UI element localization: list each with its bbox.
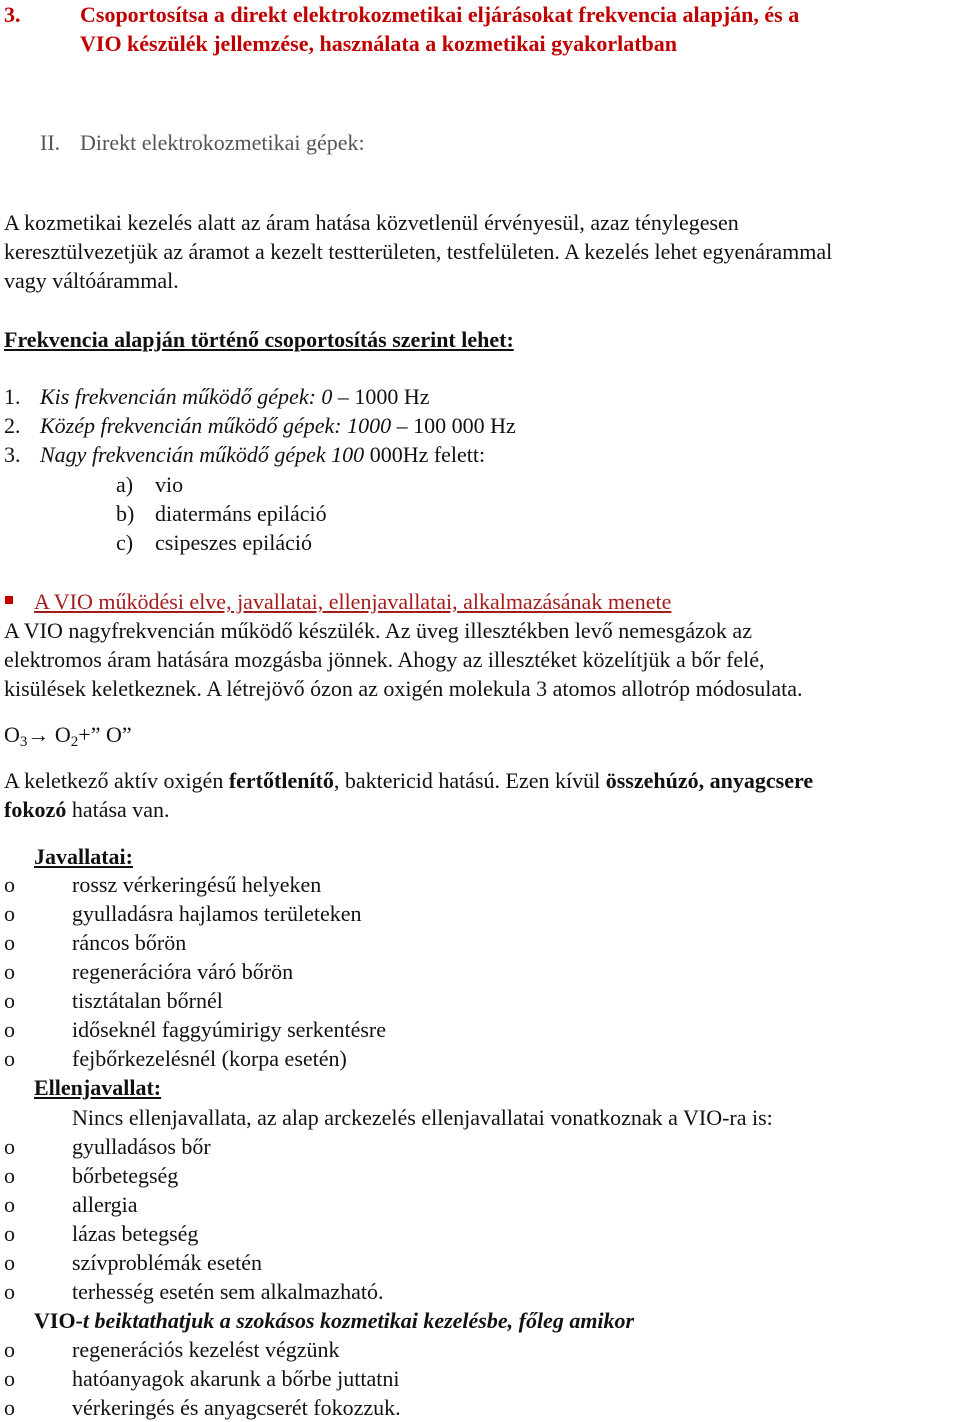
vio-effect-line-1 [4, 770, 813, 792]
freq-item-num: 3. [4, 442, 21, 467]
effect-bold: fokozó [4, 797, 67, 822]
freq-item-label: Közép frekvencián működő gépek: 1000 [40, 413, 392, 438]
freq-item-range: – 1000 Hz [337, 384, 430, 409]
freq-sub-letter: c) [116, 530, 134, 555]
freq-sub-letter: a) [116, 472, 134, 497]
vio-title: A VIO működési elve, javallatai, ellenjavallatai, alkalmazásának menete [34, 589, 672, 614]
list-bullet-icon: o [4, 1250, 15, 1275]
freq-item-label: Nagy frekvencián működő gépek 100 [40, 442, 365, 467]
list-item: hatóanyagok akarunk a bőrbe juttatni [72, 1366, 400, 1391]
list-bullet-icon: o [4, 988, 15, 1013]
heading-line-1: Csoportosítsa a direkt elektrokozmetikai eljárásokat frekvencia alapján, és a [80, 2, 800, 27]
ozone-formula [4, 724, 132, 750]
heading-number: 3. [4, 2, 21, 27]
list-item: időseknél faggyúmirigy serkentésre [72, 1017, 387, 1042]
formula-sub-3: 3 [19, 734, 28, 750]
beiktat-heading [34, 1310, 634, 1332]
list-item: szívproblémák esetén [72, 1250, 262, 1275]
list-item: fejbőrkezelésnél (korpa esetén) [72, 1046, 347, 1071]
freq-sub-text: csipeszes epiláció [155, 530, 312, 555]
list-item: gyulladásra hajlamos területeken [72, 901, 362, 926]
list-item: allergia [72, 1192, 138, 1217]
freq-sub-text: diatermáns epiláció [155, 501, 327, 526]
list-item: ráncos bőrön [72, 930, 187, 955]
formula-o2: O [54, 722, 71, 747]
list-bullet-icon: o [4, 959, 15, 984]
list-bullet-icon: o [4, 1395, 15, 1420]
list-item: regenerációs kezelést végzünk [72, 1337, 340, 1362]
list-bullet-icon: o [4, 1366, 15, 1391]
list-item: vérkeringés és anyagcserét fokozzuk. [72, 1395, 401, 1420]
freq-item-range: 000Hz felett: [369, 442, 486, 467]
beiktat-italic: t beiktathatjuk a szokásos kozmetikai kezelésbe, főleg amikor [82, 1308, 635, 1333]
vio-effect-line-2 [4, 799, 170, 821]
beiktat-bold: VIO- [34, 1308, 83, 1333]
freq-title: Frekvencia alapján történő csoportosítás szerint lehet: [4, 327, 514, 352]
list-item: gyulladásos bőr [72, 1134, 211, 1159]
ellenjavallat-note: Nincs ellenjavallata, az alap arckezelés ellenjavallatai vonatkoznak a VIO-ra is: [72, 1105, 773, 1130]
list-bullet-icon: o [4, 1192, 15, 1217]
list-item: lázas betegség [72, 1221, 199, 1246]
effect-text: , baktericid hatású. Ezen kívül [333, 768, 606, 793]
list-item: bőrbetegség [72, 1163, 179, 1188]
vio-line-1: A VIO nagyfrekvencián működő készülék. Az üveg illesztékben levő nemesgázok az [4, 618, 752, 643]
square-bullet-icon [5, 596, 13, 604]
freq-item-num: 1. [4, 384, 21, 409]
heading-line-2: VIO készülék jellemzése, használata a kozmetikai gyakorlatban [80, 31, 678, 56]
freq-item-label: Kis frekvencián működő gépek: 0 [40, 384, 333, 409]
freq-sub-letter: b) [116, 501, 135, 526]
list-item: rossz vérkeringésű helyeken [72, 872, 322, 897]
list-bullet-icon: o [4, 901, 15, 926]
formula-rest: +” O” [78, 722, 132, 747]
list-bullet-icon: o [4, 1017, 15, 1042]
freq-item-num: 2. [4, 413, 21, 438]
formula-sub-2: 2 [70, 734, 79, 750]
vio-line-2: elektromos áram hatására mozgásba jönnek. Ahogy az illesztéket közelítjük a bőr felé, [4, 647, 765, 672]
section-title: Direkt elektrokozmetikai gépek: [80, 130, 365, 155]
section-number: II. [40, 130, 61, 155]
list-bullet-icon: o [4, 930, 15, 955]
freq-item [40, 444, 485, 466]
list-item: regenerációra váró bőrön [72, 959, 294, 984]
intro-line-2: keresztülvezetjük az áramot a kezelt testterületen, testfelületen. A kezelés lehet egyenárammal [4, 239, 833, 264]
effect-text: hatása van. [66, 797, 170, 822]
list-bullet-icon: o [4, 1134, 15, 1159]
list-bullet-icon: o [4, 872, 15, 897]
intro-line-3: vagy váltóárammal. [4, 268, 179, 293]
freq-item [40, 386, 430, 408]
list-bullet-icon: o [4, 1046, 15, 1071]
list-bullet-icon: o [4, 1337, 15, 1362]
ellenjavallat-title: Ellenjavallat: [34, 1075, 162, 1100]
effect-text: A keletkező aktív oxigén [4, 768, 229, 793]
javallatai-title: Javallatai: [34, 844, 133, 869]
arrow-icon: → [27, 722, 50, 747]
formula-o3: O [4, 722, 20, 747]
list-bullet-icon: o [4, 1279, 15, 1304]
effect-bold: összehúzó, anyagcsere [605, 768, 814, 793]
intro-line-1: A kozmetikai kezelés alatt az áram hatása közvetlenül érvényesül, azaz ténylegesen [4, 210, 739, 235]
freq-item [40, 415, 516, 437]
freq-sub-text: vio [155, 472, 184, 497]
list-bullet-icon: o [4, 1163, 15, 1188]
freq-item-range: – 100 000 Hz [396, 413, 516, 438]
list-bullet-icon: o [4, 1221, 15, 1246]
vio-line-3: kisülések keletkeznek. A létrejövő ózon az oxigén molekula 3 atomos allotróp módosulata. [4, 676, 803, 701]
list-item: terhesség esetén sem alkalmazható. [72, 1279, 384, 1304]
effect-bold: fertőtlenítő [228, 768, 334, 793]
list-item: tisztátalan bőrnél [72, 988, 223, 1013]
